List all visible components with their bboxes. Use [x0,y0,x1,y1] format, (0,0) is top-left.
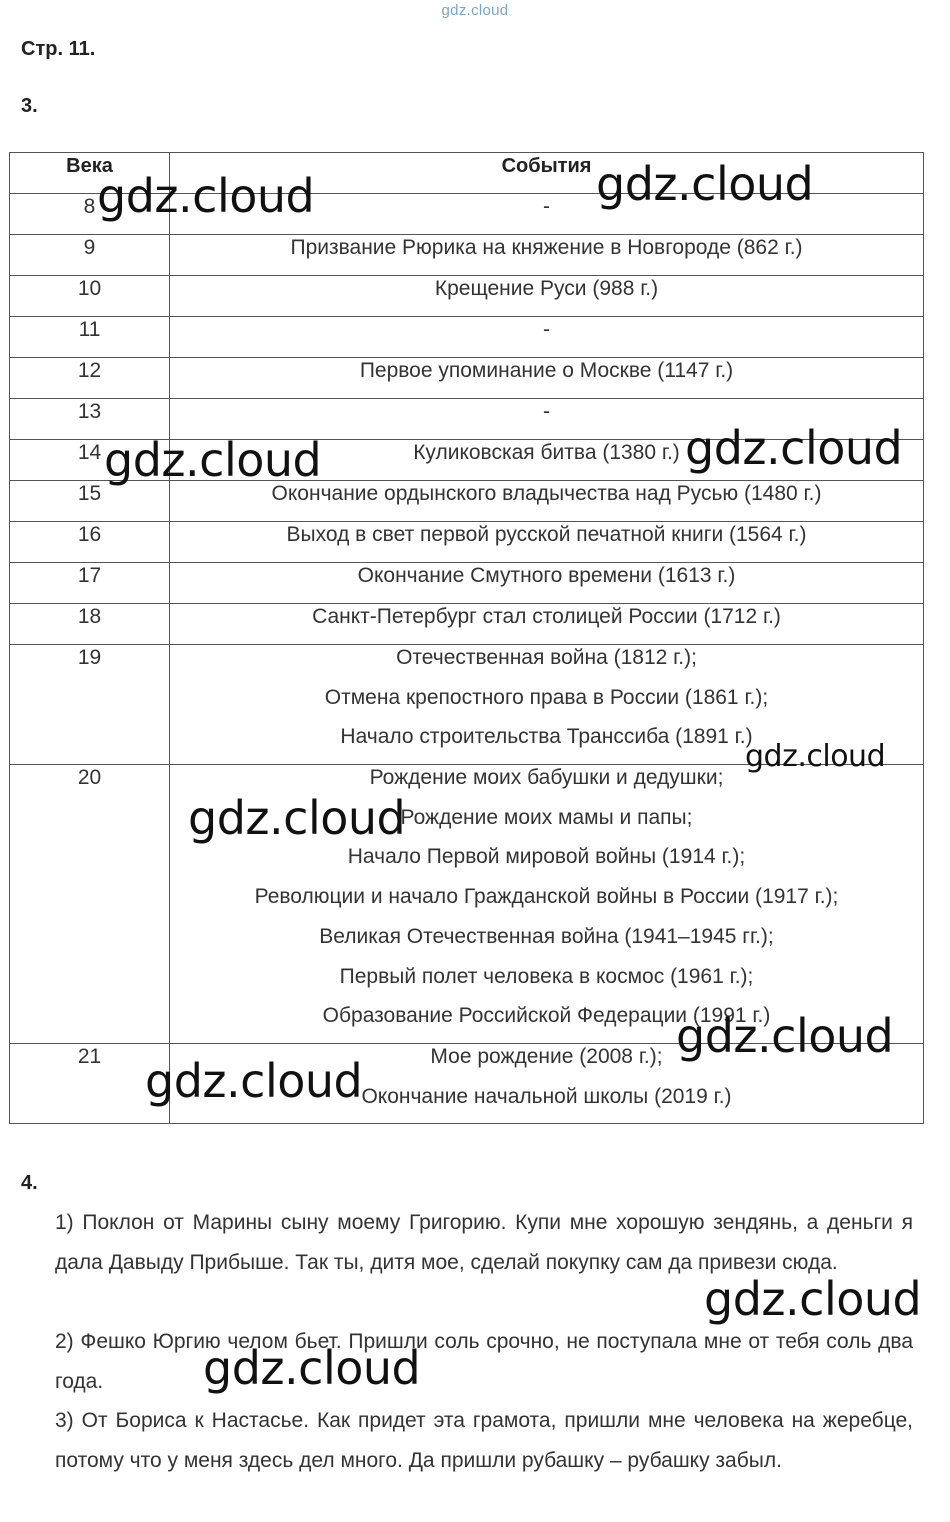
event-text: Рождение моих мамы и папы; [400,805,693,829]
table-row [10,317,924,358]
letter-3: 3) От Бориса к Настасье. Как придет эта грамота, пришли мне человека на жеребце, потому что у меня здесь дел много. Да пришли рубашку – рубашку забыл. [55,1409,913,1472]
task-4-number: 4. [21,1172,38,1194]
century-cell [10,522,170,563]
century-value: 10 [77,277,102,300]
event-text: Окончание Смутного времени (1613 г.) [357,564,736,587]
table-row [10,235,924,276]
century-cell [10,765,170,1044]
events-cell [170,317,924,358]
events-cell [170,563,924,604]
century-cell [10,645,170,765]
century-value: 14 [77,441,102,464]
event-text: Окончание ордынского владычества над Русью (1480 г.) [271,482,822,505]
event-text: Образование Российской Федерации (1991 г.) [322,1004,771,1028]
events-cell [170,522,924,563]
century-cell [10,317,170,358]
header-centuries: Века [10,153,170,194]
event-text: Первый полет человека в космос (1961 г.); [339,964,754,988]
table-row [10,358,924,399]
table-row [10,604,924,645]
event-text: - [543,400,550,423]
century-value: 13 [77,400,102,423]
century-value: 19 [77,646,102,669]
watermark: gdz.cloud [145,1054,363,1108]
events-cell [170,358,924,399]
event-text: Куликовская битва (1380 г.) [413,441,680,464]
event-text: Крещение Руси (988 г.) [434,277,659,300]
century-cell [10,235,170,276]
century-cell [10,563,170,604]
watermark: gdz.cloud [97,169,315,223]
table-row [10,522,924,563]
century-cell [10,276,170,317]
event-text: Великая Отечественная война (1941–1945 гг.); [319,924,774,948]
letter-1: 1) Поклон от Марины сыну моему Григорию. Купи мне хорошую зендянь, а деньги я дала Давыду Прибыше. Так ты, дитя мое, сделай покупку сам да привези сюда. [55,1211,913,1274]
event-text: Отечественная война (1812 г.); [396,646,697,669]
letter-2: 2) Фешко Юргию челом бьет. Пришли соль срочно, не поступала мне от тебя соль два года. [55,1330,913,1393]
century-value: 9 [83,236,96,259]
event-text: Начало Первой мировой войны (1914 г.); [347,845,746,869]
table-row [10,563,924,604]
page-reference: Стр. 11. [21,38,96,60]
table-row [10,276,924,317]
task-3-number: 3. [21,95,38,117]
header-events: События [170,153,924,194]
century-value: 16 [77,523,102,546]
event-text: Мое рождение (2008 г.); [430,1044,663,1068]
century-value: 18 [77,605,102,628]
event-text: Призвание Рюрика на княжение в Новгороде (862 г.) [290,236,803,259]
event-text: Начало строительства Транссиба (1891 г.) [340,725,753,749]
event-text: - [543,318,550,341]
event-text: Первое упоминание о Москве (1147 г.) [359,359,734,382]
watermark: gdz.cloud [704,1272,922,1326]
table-row [10,765,924,1044]
watermark: gdz.cloud [745,739,886,774]
top-watermark: gdz.cloud [441,2,509,19]
event-text: Отмена крепостного права в России (1861 г.); [324,685,769,709]
events-cell [170,235,924,276]
century-value: 15 [77,482,102,505]
watermark: gdz.cloud [676,1009,894,1063]
event-text: Революции и начало Гражданской войны в России (1917 г.); [254,885,839,909]
century-value: 11 [78,318,101,341]
watermark: gdz.cloud [104,433,322,487]
watermark: gdz.cloud [596,157,814,211]
century-cell [10,358,170,399]
event-text: Санкт-Петербург стал столицей России (1712 г.) [312,605,781,628]
events-cell [170,604,924,645]
century-value: 12 [77,359,102,382]
century-value: 17 [77,564,102,587]
watermark: gdz.cloud [203,1341,421,1395]
watermark: gdz.cloud [188,791,406,845]
event-text: Рождение моих бабушки и дедушки; [369,766,724,790]
century-value: 20 [77,766,102,790]
century-value: 8 [83,195,96,218]
event-text: Выход в свет первой русской печатной книги (1564 г.) [286,523,807,546]
events-cell [170,276,924,317]
century-value: 21 [77,1044,102,1068]
century-cell [10,604,170,645]
watermark: gdz.cloud [685,421,903,475]
event-text: - [543,195,550,218]
event-text: Окончание начальной школы (2019 г.) [361,1084,732,1108]
events-table [9,152,924,1124]
